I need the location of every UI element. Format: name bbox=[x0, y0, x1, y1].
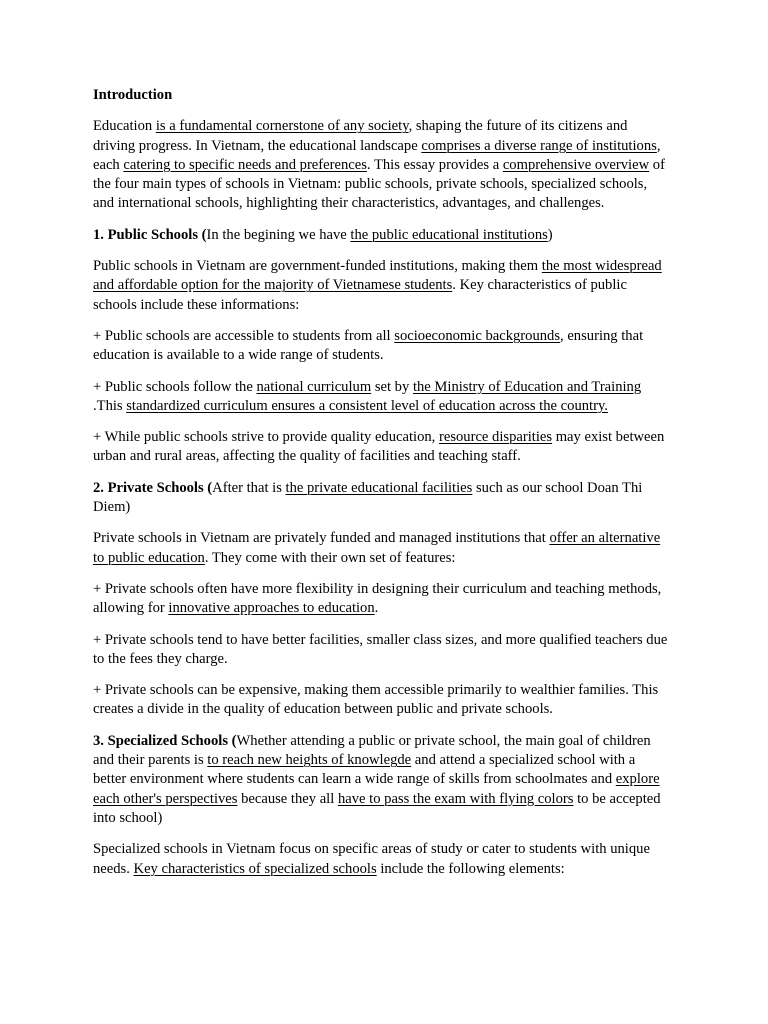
text-run: of the four main types of schools in Vietnam: public schools, private schools, specialized schools, and international schools, highlighting their characteristics, advantages, and challenges. bbox=[93, 156, 665, 212]
text-run: In the begining we have bbox=[206, 226, 351, 243]
text-run: + Public schools are accessible to students from all bbox=[93, 327, 395, 344]
paragraph bbox=[93, 378, 668, 417]
text-run: Specialized schools in Vietnam focus on specific areas of study or cater to students with unique needs. bbox=[93, 841, 650, 877]
text-run: . They come with their own set of features: bbox=[204, 549, 456, 566]
section-heading bbox=[93, 86, 668, 105]
text-run: + Public schools follow the bbox=[93, 378, 257, 395]
text-run: ) bbox=[547, 226, 553, 243]
text-run: , shaping the future of its citizens and driving progress. In Vietnam, the educational landscape bbox=[93, 118, 628, 154]
underlined-text: comprises a diverse range of institutions bbox=[421, 137, 657, 154]
paragraph bbox=[93, 428, 668, 467]
underlined-text: socioeconomic backgrounds bbox=[394, 327, 561, 344]
text-run: , each bbox=[93, 137, 661, 173]
underlined-text: resource disparities bbox=[438, 429, 553, 446]
underlined-text: have to pass the exam with flying colors bbox=[337, 790, 574, 807]
text-run: . bbox=[374, 600, 379, 617]
underlined-text: explore each other's perspectives bbox=[93, 771, 660, 807]
paragraph bbox=[93, 327, 668, 366]
paragraph bbox=[93, 117, 668, 213]
text-run: , ensuring that education is available to a wide range of students. bbox=[93, 327, 644, 364]
paragraph bbox=[93, 257, 668, 315]
text-run: such as our school Doan Thi Diem) bbox=[93, 479, 643, 516]
underlined-text: the Ministry of Education and Training bbox=[412, 378, 642, 395]
text-run: . Key characteristics of public schools include these informations: bbox=[93, 277, 627, 313]
text-run: + Private schools can be expensive, making them accessible primarily to wealthier families. This creates a divide in the quality of education between public and private schools. bbox=[93, 682, 659, 718]
bold-text: 3. Specialized Schools ( bbox=[93, 732, 237, 749]
text-run: + Private schools tend to have better facilities, smaller class sizes, and more qualified teachers due to the fees they charge. bbox=[93, 631, 668, 667]
underlined-text: to reach new heights of knowlegde bbox=[207, 752, 412, 769]
underlined-text: national curriculum bbox=[256, 378, 372, 395]
underlined-text: the public educational institutions bbox=[350, 226, 548, 243]
paragraph bbox=[93, 479, 668, 518]
text-run: to be accepted into school) bbox=[93, 790, 661, 826]
underlined-text: standardized curriculum ensures a consistent level of education across the country. bbox=[126, 397, 608, 414]
paragraph bbox=[93, 529, 668, 568]
paragraph bbox=[93, 732, 668, 828]
underlined-text: the most widespread and affordable option for the majority of Vietnamese students bbox=[93, 258, 662, 294]
underlined-text: catering to specific needs and preferences bbox=[123, 156, 367, 173]
underlined-text: comprehensive overview bbox=[502, 156, 650, 173]
text-run: and attend a specialized school with a better environment where students can learn a wide range of skills from schoolmates and bbox=[93, 752, 636, 788]
text-run: include the following elements: bbox=[376, 860, 565, 877]
text-run: because they all bbox=[237, 790, 338, 807]
text-run: may exist between urban and rural areas, affecting the quality of facilities and teaching staff. bbox=[93, 429, 665, 465]
bold-text: Introduction bbox=[93, 87, 173, 103]
underlined-text: is a fundamental cornerstone of any society bbox=[155, 118, 409, 135]
paragraph bbox=[93, 580, 668, 619]
underlined-text: the private educational facilities bbox=[285, 479, 473, 496]
underlined-text: innovative approaches to education bbox=[168, 600, 375, 617]
underlined-text: Key characteristics of specialized schools bbox=[133, 860, 377, 877]
paragraph bbox=[93, 226, 668, 245]
bold-text: 1. Public Schools ( bbox=[93, 226, 207, 243]
text-run: Whether attending a public or private school, the main goal of children and their parents is bbox=[93, 732, 651, 769]
paragraph bbox=[93, 681, 668, 720]
text-run: . This essay provides a bbox=[366, 156, 503, 173]
text-run: After that is bbox=[212, 479, 286, 496]
paragraph bbox=[93, 840, 668, 879]
text-run: Education bbox=[93, 118, 156, 135]
text-run: set by bbox=[371, 378, 413, 395]
underlined-text: offer an alternative to public education bbox=[93, 530, 661, 566]
text-run: .This bbox=[93, 397, 127, 414]
text-run: Private schools in Vietnam are privately funded and managed institutions that bbox=[93, 530, 550, 547]
paragraph bbox=[93, 631, 668, 670]
bold-text: 2. Private Schools ( bbox=[93, 479, 213, 496]
text-run: Public schools in Vietnam are government-funded institutions, making them bbox=[93, 258, 542, 275]
text-run: + Private schools often have more flexibility in designing their curriculum and teaching methods, allowing for bbox=[93, 580, 662, 617]
text-run: + While public schools strive to provide quality education, bbox=[93, 429, 439, 446]
